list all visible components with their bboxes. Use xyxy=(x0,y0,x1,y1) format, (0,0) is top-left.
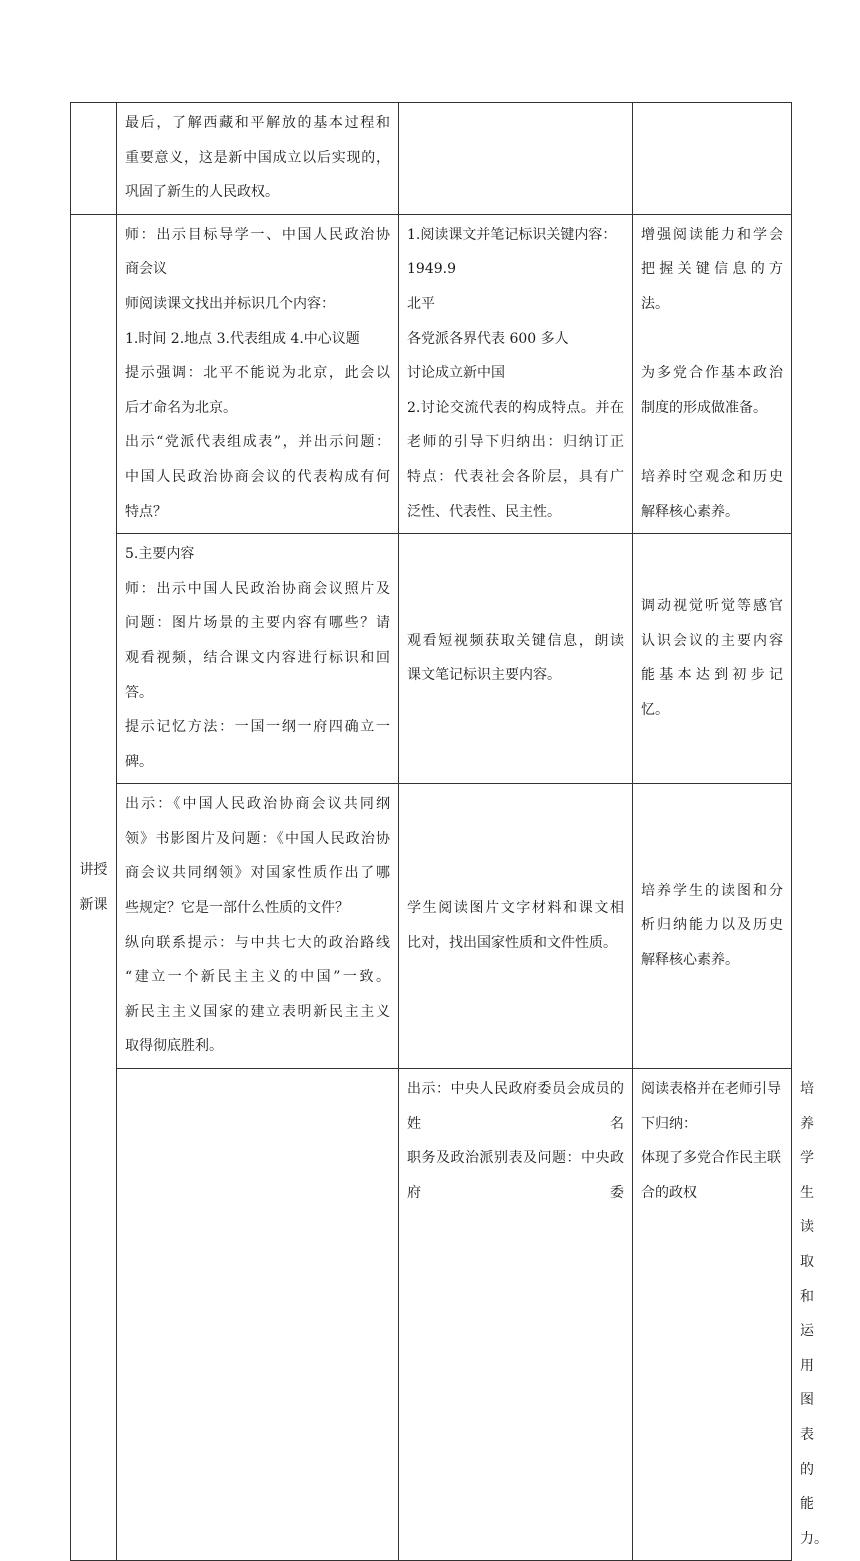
text-line: 1949.9 xyxy=(407,261,456,278)
text-line: 特点：代表社会各阶层，具有广 xyxy=(407,468,624,485)
teacher-activity-cell xyxy=(399,1069,633,1561)
text-line: 特点？ xyxy=(125,503,167,520)
text-line: 师阅读课文找出并标识几个内容： xyxy=(125,295,335,312)
teacher-activity-cell xyxy=(117,784,399,1069)
student-activity-cell xyxy=(399,784,633,1069)
text-line: 阅读表格并在老师引导下归纳： xyxy=(641,1081,781,1132)
text-line: 各党派各界代表 600 多人 xyxy=(407,330,569,347)
text-line: 出示：中央人民政府委员会成员的姓名 xyxy=(407,1081,624,1132)
text-line: 新民主主义国家的建立表明新民主主义 xyxy=(125,1003,390,1020)
text-line: 增强阅读能力和学会 xyxy=(641,226,783,243)
section-label: 新课 xyxy=(79,896,108,913)
text-line: 取得彻底胜利。 xyxy=(125,1038,223,1055)
teacher-activity-cell xyxy=(117,103,399,215)
section-cell-empty xyxy=(117,1069,399,1561)
text-line: 纵向联系提示：与中共七大的政治路线 xyxy=(125,934,390,951)
text-line: 师：出示中国人民政治协商会议照片及 xyxy=(125,580,390,597)
text-line: 北平 xyxy=(407,295,435,312)
text-line: 出示“党派代表组成表”，并出示问题： xyxy=(125,434,390,451)
text-line: 体现了多党合作民主联合的政权 xyxy=(641,1150,781,1201)
text-line: 2.讨论交流代表的构成特点。并在 xyxy=(407,399,624,416)
student-activity-cell xyxy=(399,103,633,215)
text-line: 比对，找出国家性质和文件性质。 xyxy=(407,934,617,951)
design-intent-cell xyxy=(633,214,792,533)
text-line: 析归纳能力以及历史 xyxy=(641,917,783,934)
design-intent-cell xyxy=(633,534,792,784)
text-line: 法。 xyxy=(641,295,669,312)
text-line: 能基本达到初步记 xyxy=(641,667,783,684)
student-activity-cell xyxy=(633,1069,792,1561)
text-line: 答。 xyxy=(125,684,153,701)
table-row xyxy=(71,534,792,784)
text-line: 观看视频，结合课文内容进行标识和回 xyxy=(125,649,390,666)
text-line: 制度的形成做准备。 xyxy=(641,399,767,416)
text-line: “建立一个新民主主义的中国”一致。 xyxy=(125,969,390,986)
text-line: 提示记忆方法：一国一纲一府四确立一 xyxy=(125,719,390,736)
text-line: 培养学生的读图和分 xyxy=(641,882,783,899)
text-line: 中国人民政治协商会议的代表构成有何 xyxy=(125,468,390,485)
table-row xyxy=(71,103,792,215)
text-line: 后才命名为北京。 xyxy=(125,399,237,416)
text-line: 领》书影图片及问题：《中国人民政治协 xyxy=(125,830,390,847)
student-activity-cell xyxy=(399,214,633,533)
text-line: 问题：图片场景的主要内容有哪些？请 xyxy=(125,615,390,632)
text-line: 些规定？它是一部什么性质的文件？ xyxy=(125,900,349,917)
text-line: 把握关键信息的方 xyxy=(641,261,783,278)
teacher-activity-cell xyxy=(117,534,399,784)
design-intent-cell xyxy=(633,784,792,1069)
text-line: 解释核心素养。 xyxy=(641,503,739,520)
text-line: 观看短视频获取关键信息，朗读 xyxy=(407,632,624,649)
design-intent-cell xyxy=(633,103,792,215)
text-line: 泛性、代表性、民主性。 xyxy=(407,503,561,520)
text-line: 最后，了解西藏和平解放的基本过程和 xyxy=(125,115,390,131)
text-line: 师：出示目标导学一、中国人民政治协 xyxy=(125,226,390,243)
text-line: 提示强调：北平不能说为北京，此会以 xyxy=(125,365,390,382)
text-line: 商会议 xyxy=(125,261,167,278)
table-row xyxy=(71,214,792,533)
section-cell-empty xyxy=(71,103,117,215)
text-line: 重要意义，这是新中国成立以后实现的， xyxy=(125,149,390,166)
text-line: 1.时间 2.地点 3.代表组成 4.中心议题 xyxy=(125,330,360,347)
text-line: 课文笔记标识主要内容。 xyxy=(407,667,561,684)
text-line: 商会议共同纲领》对国家性质作出了哪 xyxy=(125,865,390,882)
text-line: 老师的引导下归纳出：归纳订正 xyxy=(407,434,624,451)
text-line: 碑。 xyxy=(125,753,153,770)
text-line: 认识会议的主要内容 xyxy=(641,632,783,649)
text-line: 5.主要内容 xyxy=(125,546,195,563)
text-line xyxy=(641,322,783,357)
student-activity-cell xyxy=(399,534,633,784)
text-line: 讨论成立新中国 xyxy=(407,365,505,382)
text-line xyxy=(641,425,783,460)
teacher-activity-cell xyxy=(117,214,399,533)
text-line: 忆。 xyxy=(641,701,669,718)
text-line: 学生阅读图片文字材料和课文相 xyxy=(407,900,624,917)
text-line: 巩固了新生的人民政权。 xyxy=(125,184,279,201)
lesson-plan-table xyxy=(70,102,828,1561)
text-line: 为多党合作基本政治 xyxy=(641,365,783,382)
section-label: 讲授 xyxy=(79,861,108,878)
text-line: 1.阅读课文并笔记标识关键内容： xyxy=(407,226,617,243)
text-line: 调动视觉听觉等感官 xyxy=(641,598,783,615)
table-row: 出示：中央人民政府委员会成员的姓名 职务及政治派别表及问题：中央政府委 阅读表格并在老师引导下归纳： 体现了多党合作民主联合的政权 培养学生读取和运用 图表的能力。 xyxy=(71,1069,792,1561)
text-line: 培养时空观念和历史 xyxy=(641,468,783,485)
text-line: 职务及政治派别表及问题：中央政府委 xyxy=(407,1150,624,1201)
text-line: 解释核心素养。 xyxy=(641,951,739,968)
text-line: 出示：《中国人民政治协商会议共同纲 xyxy=(125,796,390,813)
section-label-cell xyxy=(71,214,117,1561)
table-row xyxy=(71,784,792,1069)
